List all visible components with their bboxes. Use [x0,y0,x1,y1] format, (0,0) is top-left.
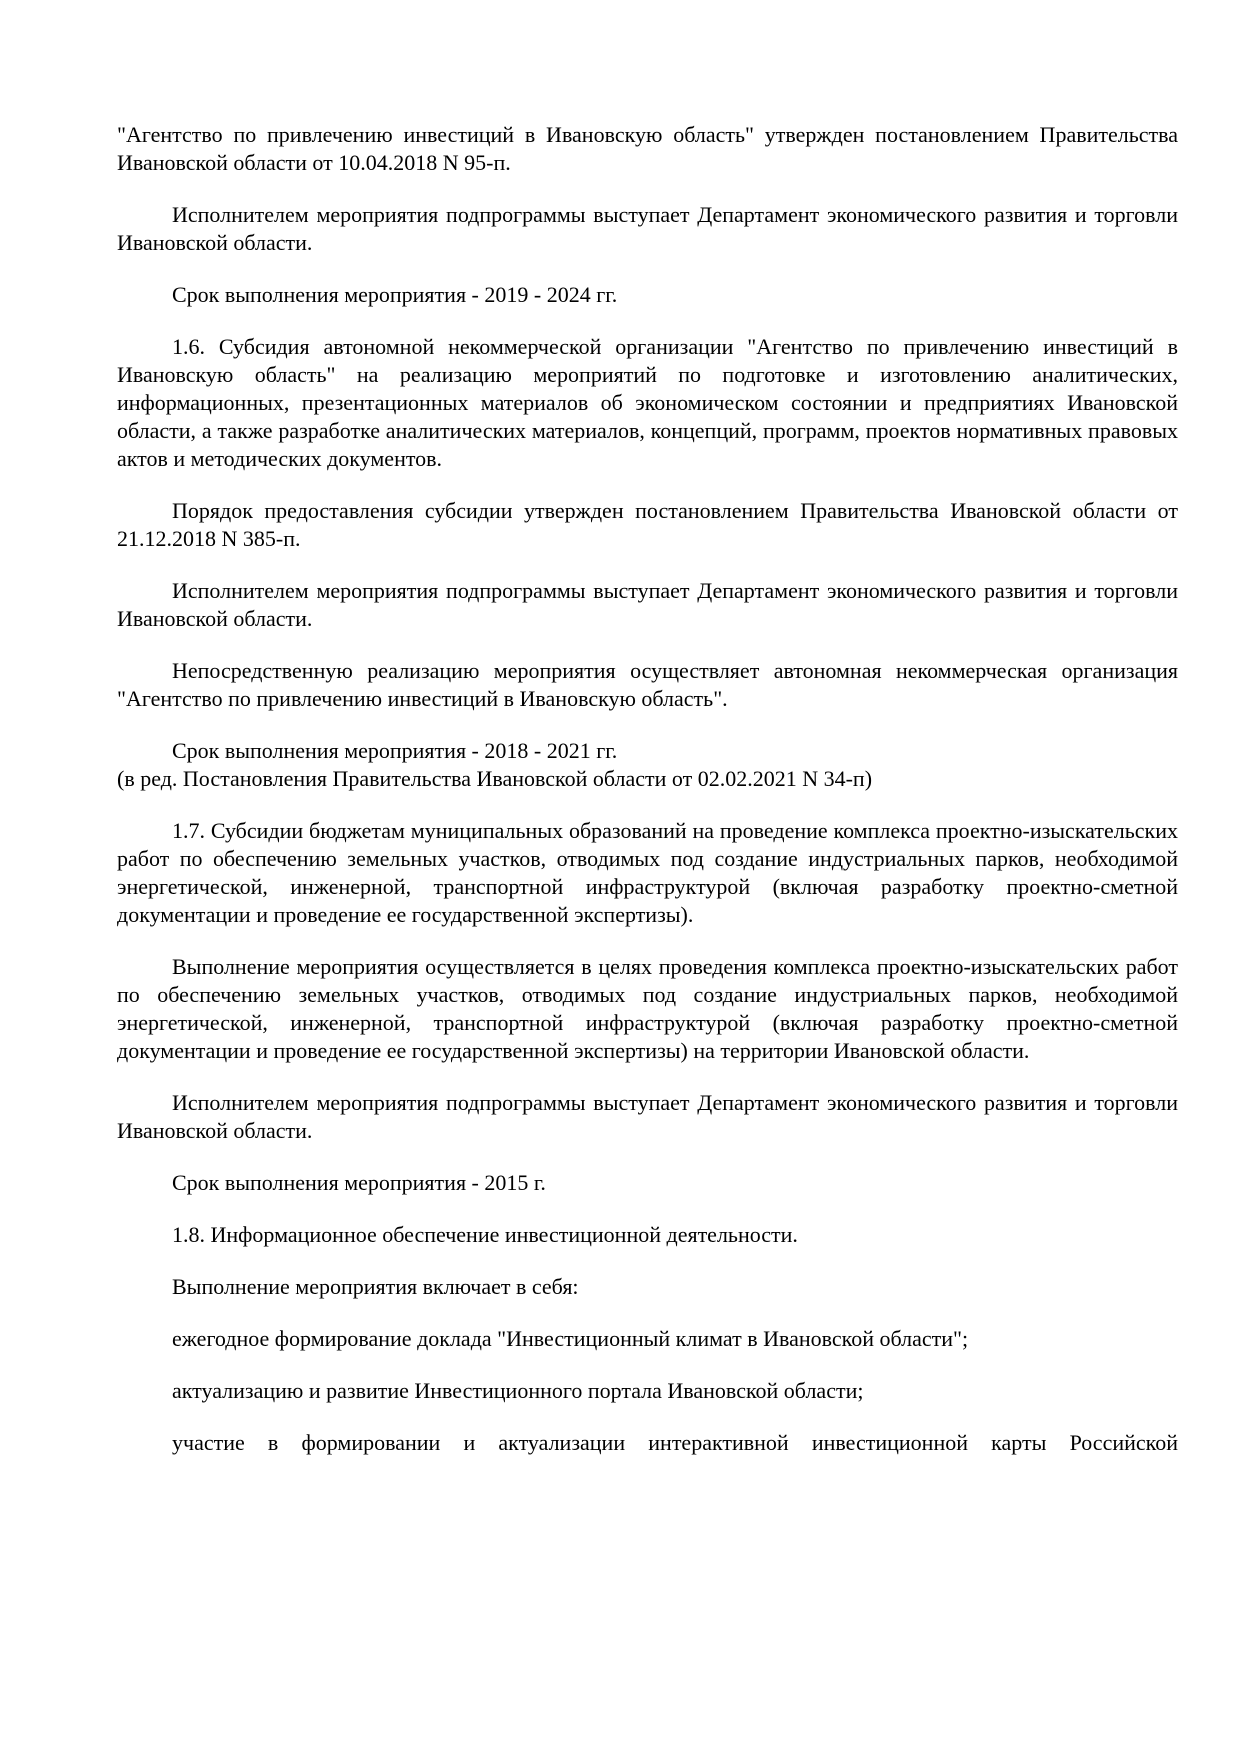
paragraph: Выполнение мероприятия включает в себя: [172,1274,579,1299]
paragraph: актуализацию и развитие Инвестиционного портала Ивановской области; [172,1378,864,1403]
paragraph-continued-next-page: участие в формировании и актуализации интерактивной инвестиционной карты Российской [172,1430,1178,1455]
paragraph: Срок выполнения мероприятия - 2015 г. [172,1170,546,1195]
paragraph: 1.7. Субсидии бюджетам муниципальных образований на проведение комплекса проектно-изыскательских работ по обеспечению земельных участков, отводимых под создание индустриальных парков, необходимой энергетической, инженерной, транспортной инфраструктурой (включая разработку проектно-сметной документации и проведение ее государственной экспертизы). [117,818,1178,927]
paragraph: "Агентство по привлечению инвестиций в Ивановскую область" утвержден постановлением Правительства Ивановской области от 10.04.2018 N 95-п. [117,122,1178,175]
paragraph: 1.6. Субсидия автономной некоммерческой организации "Агентство по привлечению инвестиций в Ивановскую область" на реализацию мероприятий по подготовке и изготовлению аналитических, информационных, презентационных материалов об экономическом состоянии и предприятиях Ивановской области, а также разработке аналитических материалов, концепций, программ, проектов нормативных правовых актов и методических документов. [117,334,1178,471]
paragraph: Порядок предоставления субсидии утвержден постановлением Правительства Ивановской области от 21.12.2018 N 385-п. [117,498,1178,551]
paragraph: 1.8. Информационное обеспечение инвестиционной деятельности. [172,1222,798,1247]
paragraph: Исполнителем мероприятия подпрограммы выступает Департамент экономического развития и торговли Ивановской области. [117,202,1178,255]
paragraph-amendment-note: (в ред. Постановления Правительства Ивановской области от 02.02.2021 N 34-п) [117,766,873,791]
paragraph: Исполнителем мероприятия подпрограммы выступает Департамент экономического развития и торговли Ивановской области. [117,1090,1178,1143]
paragraph: Непосредственную реализацию мероприятия осуществляет автономная некоммерческая организация "Агентство по привлечению инвестиций в Ивановскую область". [117,658,1178,711]
paragraph: ежегодное формирование доклада "Инвестиционный климат в Ивановской области"; [172,1326,969,1351]
paragraph: Срок выполнения мероприятия - 2019 - 2024 гг. [172,282,618,307]
paragraph: Выполнение мероприятия осуществляется в целях проведения комплекса проектно-изыскательских работ по обеспечению земельных участков, отводимых под создание индустриальных парков, необходимой энергетической, инженерной, транспортной инфраструктурой (включая разработку проектно-сметной документации и проведение ее государственной экспертизы) на территории Ивановской области. [117,954,1178,1063]
paragraph: Срок выполнения мероприятия - 2018 - 2021 гг. [172,738,618,763]
paragraph: Исполнителем мероприятия подпрограммы выступает Департамент экономического развития и торговли Ивановской области. [117,578,1178,631]
